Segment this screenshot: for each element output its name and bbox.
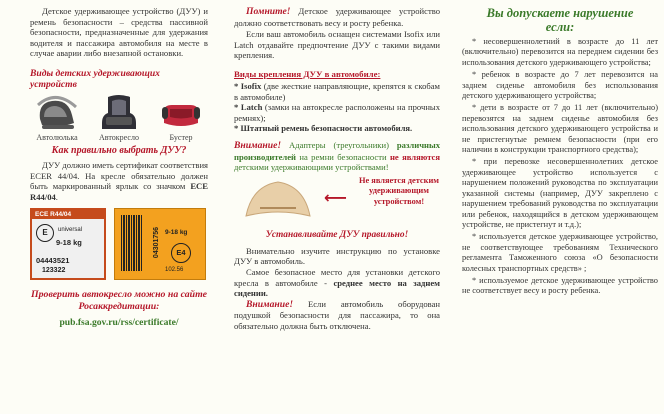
violations-title: Вы допускаете нарушение если: xyxy=(486,6,634,34)
seat-child xyxy=(92,93,146,142)
check-url[interactable]: pub.fsa.gov.ru/rss/certificate/ xyxy=(59,317,179,329)
car-seat-icon xyxy=(96,93,142,133)
seat-child-label: Автокресло xyxy=(99,132,139,142)
arrow-left-icon: ⟵ xyxy=(324,187,347,207)
seat-booster xyxy=(154,93,208,142)
isofix-text: Если ваш автомобиль оснащен системами Isofix или Latch отдавайте предпочтение ДУУ с такими видами крепления. xyxy=(234,29,440,61)
seat-carrier xyxy=(30,93,84,142)
column-left xyxy=(0,0,218,414)
belt-adapter-icon xyxy=(242,178,314,222)
not-duu-text: Не является детским удерживающим устройством! xyxy=(358,175,440,206)
seat-carrier-label: Автолюлька xyxy=(36,132,78,142)
attention-text: Внимание! Адаптеры (треугольники) различных производителей на ремни безопасности не являются детскими удерживающими устройствами! xyxy=(234,139,440,173)
cert-e-mark: E xyxy=(36,224,54,242)
check-title: Проверить автокресло можно на сайте Росаккредитации: xyxy=(31,289,207,312)
barcode xyxy=(121,215,143,271)
remember-label: Помните! xyxy=(246,6,291,17)
violation-item: * используемое детское удерживающее устройство не соответствует весу и росту ребенка. xyxy=(462,275,658,296)
mount-belt: * Штатный ремень безопасности автомобиля. xyxy=(234,123,413,134)
cert-label-orange: 04301756 9-18 kg E4 102.56 xyxy=(114,208,206,280)
intro-text: Детское удерживающее устройство (ДУУ) и ремень безопасности – средства пассивной безопасности, предназначенные для удержания водителя и пассажира автомобиля на месте в случае аварии либо внезапной остановки. xyxy=(30,6,208,59)
booster-seat-icon xyxy=(158,93,204,133)
install-title: Устанавливайте ДУУ правильно! xyxy=(265,229,409,240)
mount-latch: * Latch (замки на автокресле расположены на прочных ремнях); xyxy=(234,102,440,123)
cert-labels xyxy=(30,208,208,280)
infant-carrier-icon xyxy=(34,93,80,133)
column-right xyxy=(450,0,664,414)
violation-item: * несовершеннолетний в возрасте до 11 лет (включительно) перевозится на переднем сидении без использования детского удерживающего устройства; xyxy=(462,37,658,67)
violations-list xyxy=(462,37,658,297)
seat-types-row xyxy=(30,93,208,142)
violation-item: * при перевозке несовершеннолетних детское удерживающее устройство используется с нарушением положений руководства по эксплуатации указанной системы (например, ДУУ закреплено с нарушением требований руководства по эксплуатации или ребенок, находящийся в детском удерживающем устройстве, не пристегнут и т.д.); xyxy=(462,157,658,229)
seat-types-title: Виды детских удерживающих устройств xyxy=(30,67,160,90)
mounts-title: Виды крепления ДУУ в автомобиле: xyxy=(234,68,381,79)
column-middle xyxy=(220,0,448,414)
airbag-text: Внимание! Если автомобиль оборудован подушкой безопасности для пассажира, то она обязательно должна быть отключена. xyxy=(234,298,440,331)
cert-label-red: ECE R44/04 E universal 9-18 kg 04443521 123322 xyxy=(30,208,106,280)
adapter-row xyxy=(234,176,440,224)
seat-booster-label: Бустер xyxy=(169,132,193,142)
remember-text: Помните! Детское удерживающее устройство должно соответствовать весу и росту ребенка. xyxy=(234,6,440,28)
cert-mark: ECE R44/04 xyxy=(30,181,208,202)
mount-isofix: * Isofix (две жесткие направляющие, крепятся к скобам в автомобиле) xyxy=(234,80,440,102)
attention-label: Внимание! xyxy=(234,139,282,151)
violation-item: * дети в возрасте от 7 до 11 лет (включительно) перевозятся на заднем сиденье автомобиля без использования детского удерживающего устройства и не пристегнутые ремнем безопасности (при его наличии в конструкции транспортного средства); xyxy=(462,103,658,155)
safe-place-text: Самое безопасное место для установки детского кресла в автомобиле - среднее место на заднем сидении. xyxy=(234,266,440,299)
choose-title: Как правильно выбрать ДУУ? xyxy=(51,144,187,156)
airbag-label: Внимание! xyxy=(246,298,294,310)
cert-text: ДУУ должно иметь сертификат соответствия ECER 44/04. На кресле обязательно должен быть маркированный ярлык со значком ECE R44/04. xyxy=(30,159,208,202)
violation-item: * ребенок в возрасте до 7 лет перевозится на заднем сиденье автомобиля без использования детского удерживающего устройства; xyxy=(462,70,658,101)
violation-item: * используется детское удерживающее устройство, не соответствующее требованиям Технического регламента Таможенного союза «О безопасности колесных транспортных средств» ; xyxy=(462,232,658,273)
install-text: Внимательно изучите инструкцию по установке ДУУ в автомобиль. xyxy=(234,245,440,267)
